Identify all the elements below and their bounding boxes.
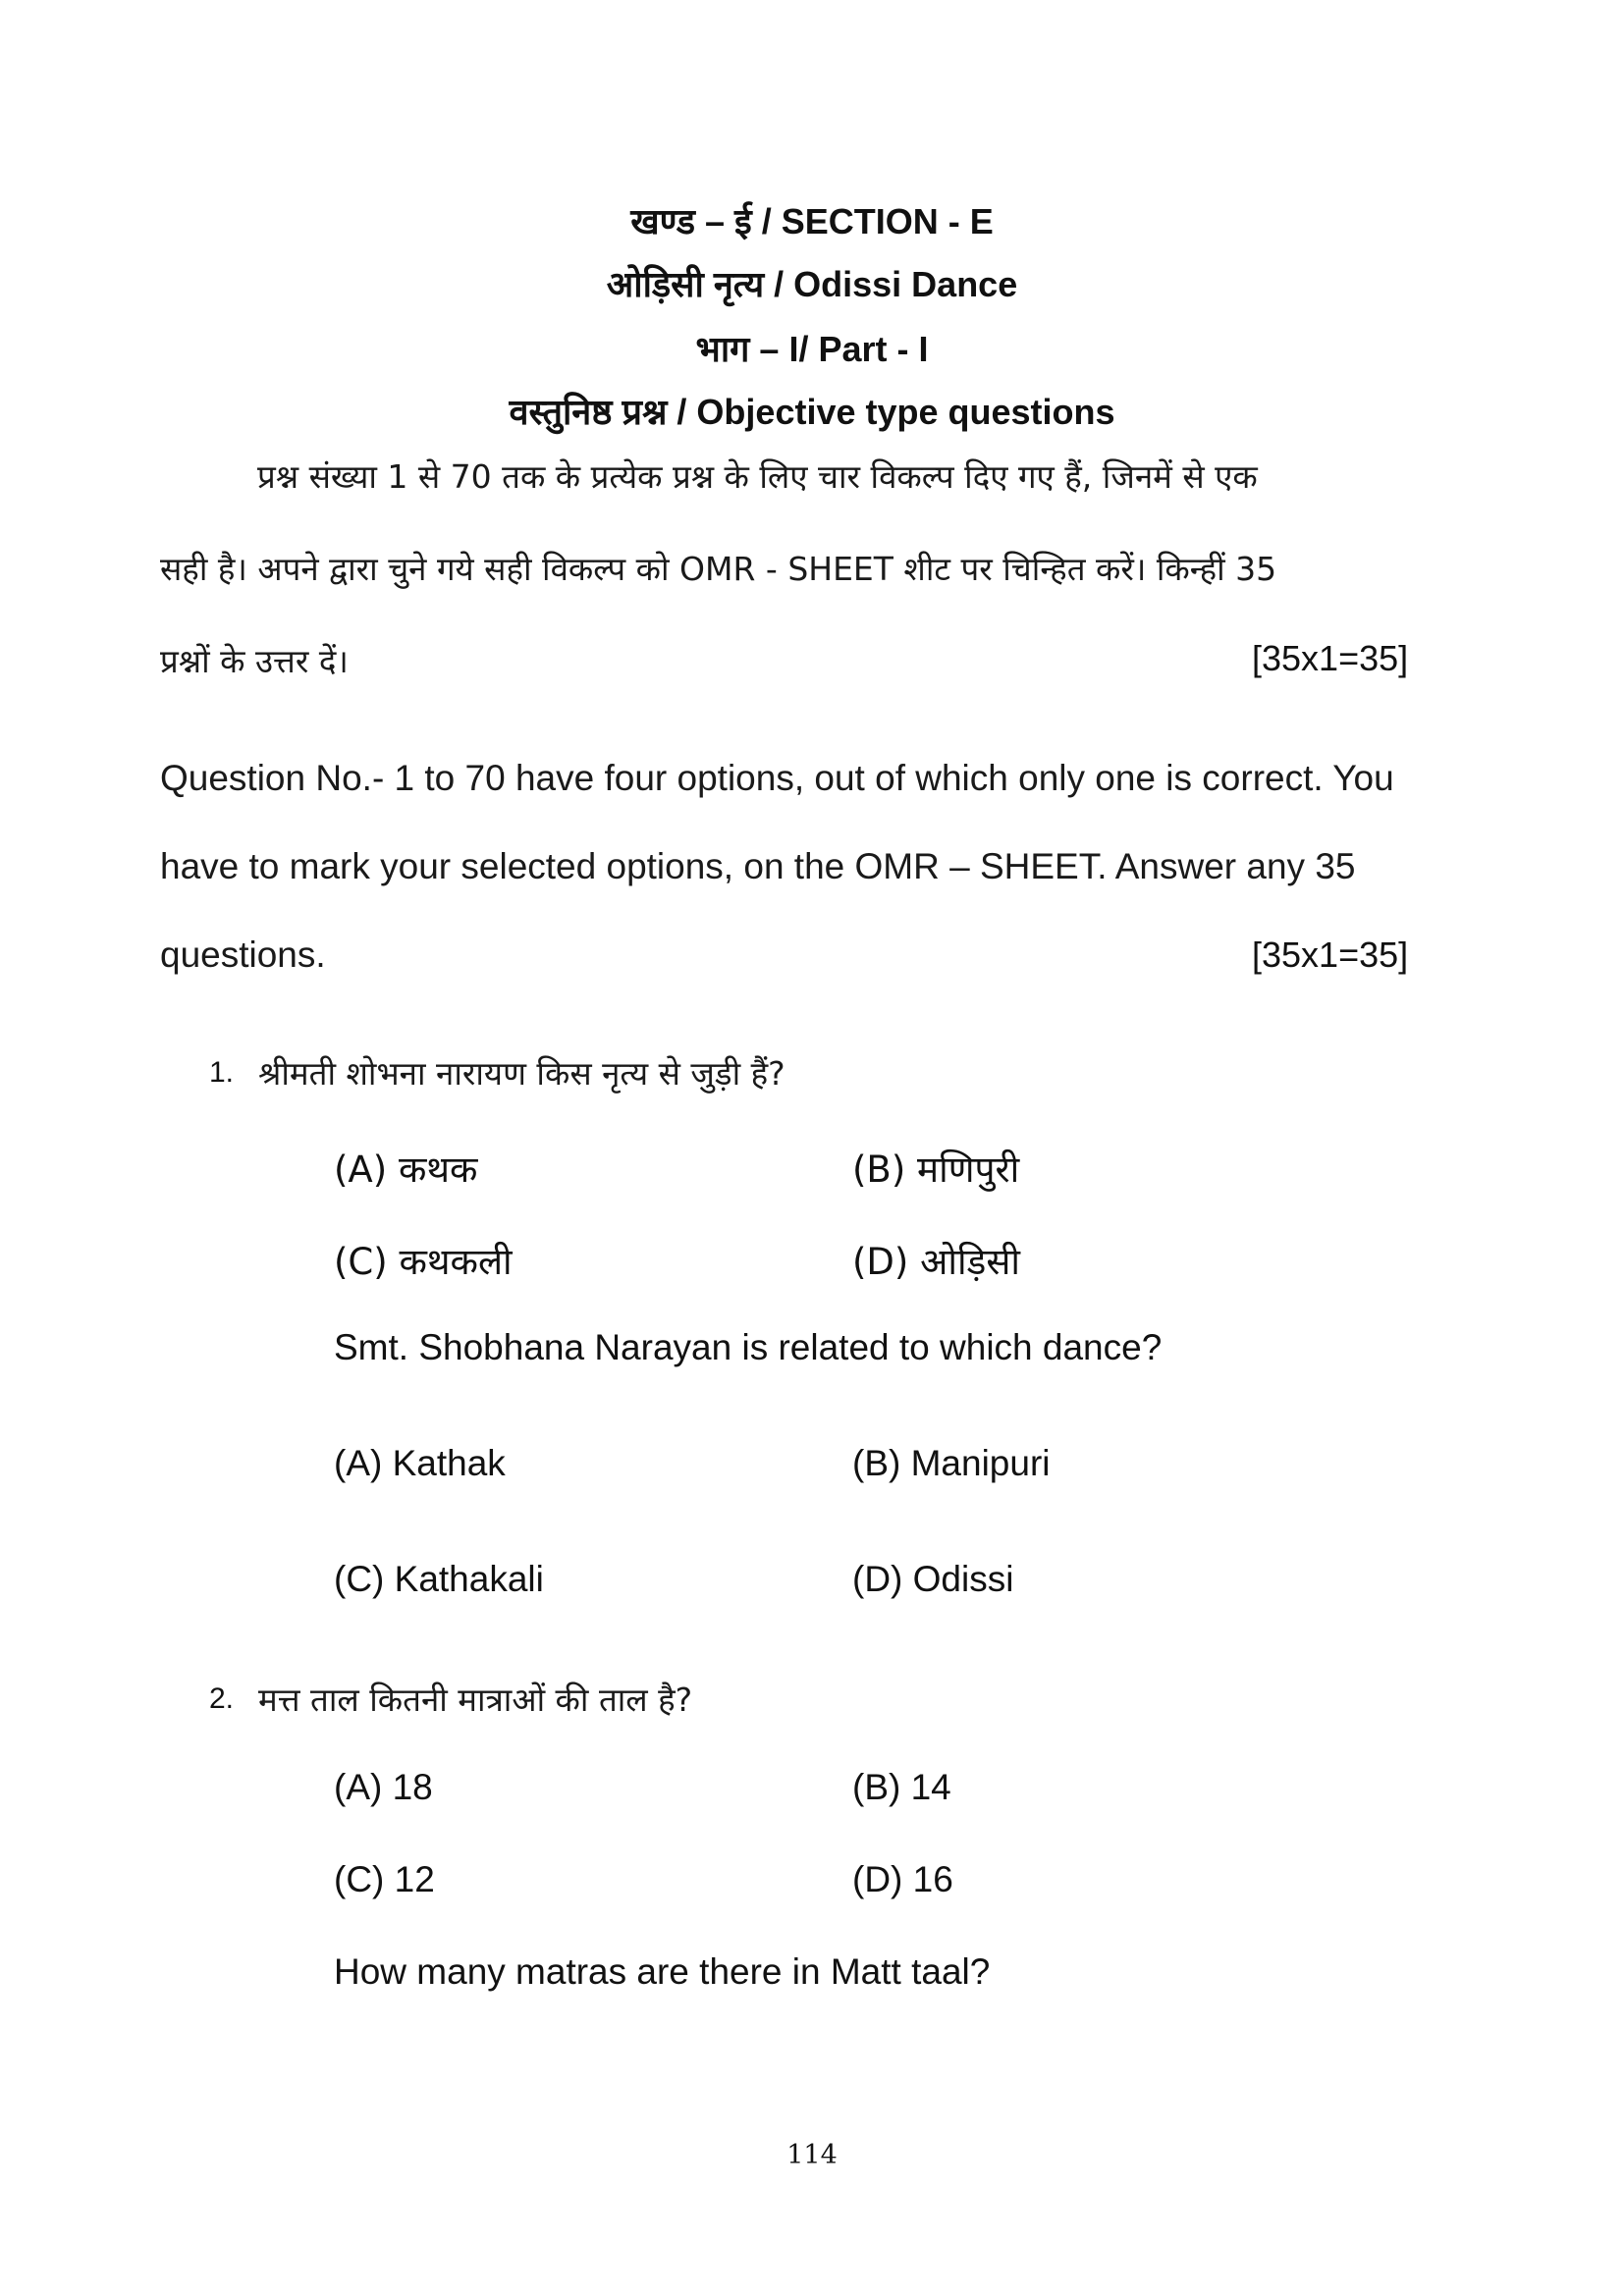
subject-heading: ओड़िसी नृत्य / Odissi Dance (606, 264, 1018, 304)
marks-hindi: [35x1=35] (1252, 638, 1409, 678)
option-d: (D) 16 (852, 1859, 953, 1899)
option-d-hindi: (D) ओड़िसी (852, 1241, 1020, 1283)
instructions-hindi-line2: सही है। अपने द्वारा चुने गये सही विकल्प को OMR - SHEET शीट पर चिन्हित करें। किन्हीं 35 (160, 550, 1277, 588)
option-a-english: (A) Kathak (334, 1443, 506, 1483)
option-d-english: (D) Odissi (852, 1559, 1014, 1599)
instructions-english-line1: Question No.- 1 to 70 have four options, out of which only one is correct. You (160, 758, 1394, 798)
option-b-hindi: (B) मणिपुरी (852, 1148, 1020, 1191)
question-type-heading: वस्तुनिष्ठ प्रश्न / Objective type questions (509, 392, 1115, 432)
question-number: 2. (209, 1682, 235, 1715)
option-c: (C) 12 (334, 1859, 435, 1899)
section-heading: खण्ड – ई / SECTION - E (630, 201, 994, 241)
option-c-english: (C) Kathakali (334, 1559, 544, 1599)
instructions-hindi-line3: प्रश्नों के उत्तर दें। (160, 642, 349, 680)
marks-english: [35x1=35] (1252, 934, 1409, 975)
page-number: 114 (786, 2140, 838, 2170)
question-text-english: How many matras are there in Matt taal? (334, 1951, 991, 1992)
option-a: (A) 18 (334, 1767, 433, 1807)
option-b-english: (B) Manipuri (852, 1443, 1051, 1483)
question-text-hindi: मत्त ताल कितनी मात्राओं की ताल है? (258, 1681, 693, 1719)
instructions-english-line2: have to mark your selected options, on the OMR – SHEET. Answer any 35 (160, 846, 1356, 886)
instructions-english-line3: questions. (160, 934, 326, 975)
option-a-hindi: (A) कथक (334, 1148, 478, 1191)
option-b: (B) 14 (852, 1767, 951, 1807)
part-heading: भाग – I/ Part - I (695, 329, 929, 369)
question-text-hindi: श्रीमती शोभना नारायण किस नृत्य से जुड़ी हैं? (258, 1054, 785, 1093)
option-c-hindi: (C) कथकली (334, 1241, 513, 1283)
question-text-english: Smt. Shobhana Narayan is related to which dance? (334, 1327, 1163, 1367)
instructions-hindi-line1: प्रश्न संख्या 1 से 70 तक के प्रत्येक प्रश्न के लिए चार विकल्प दिए गए हैं, जिनमें से एक (257, 457, 1258, 496)
question-number: 1. (209, 1056, 235, 1089)
